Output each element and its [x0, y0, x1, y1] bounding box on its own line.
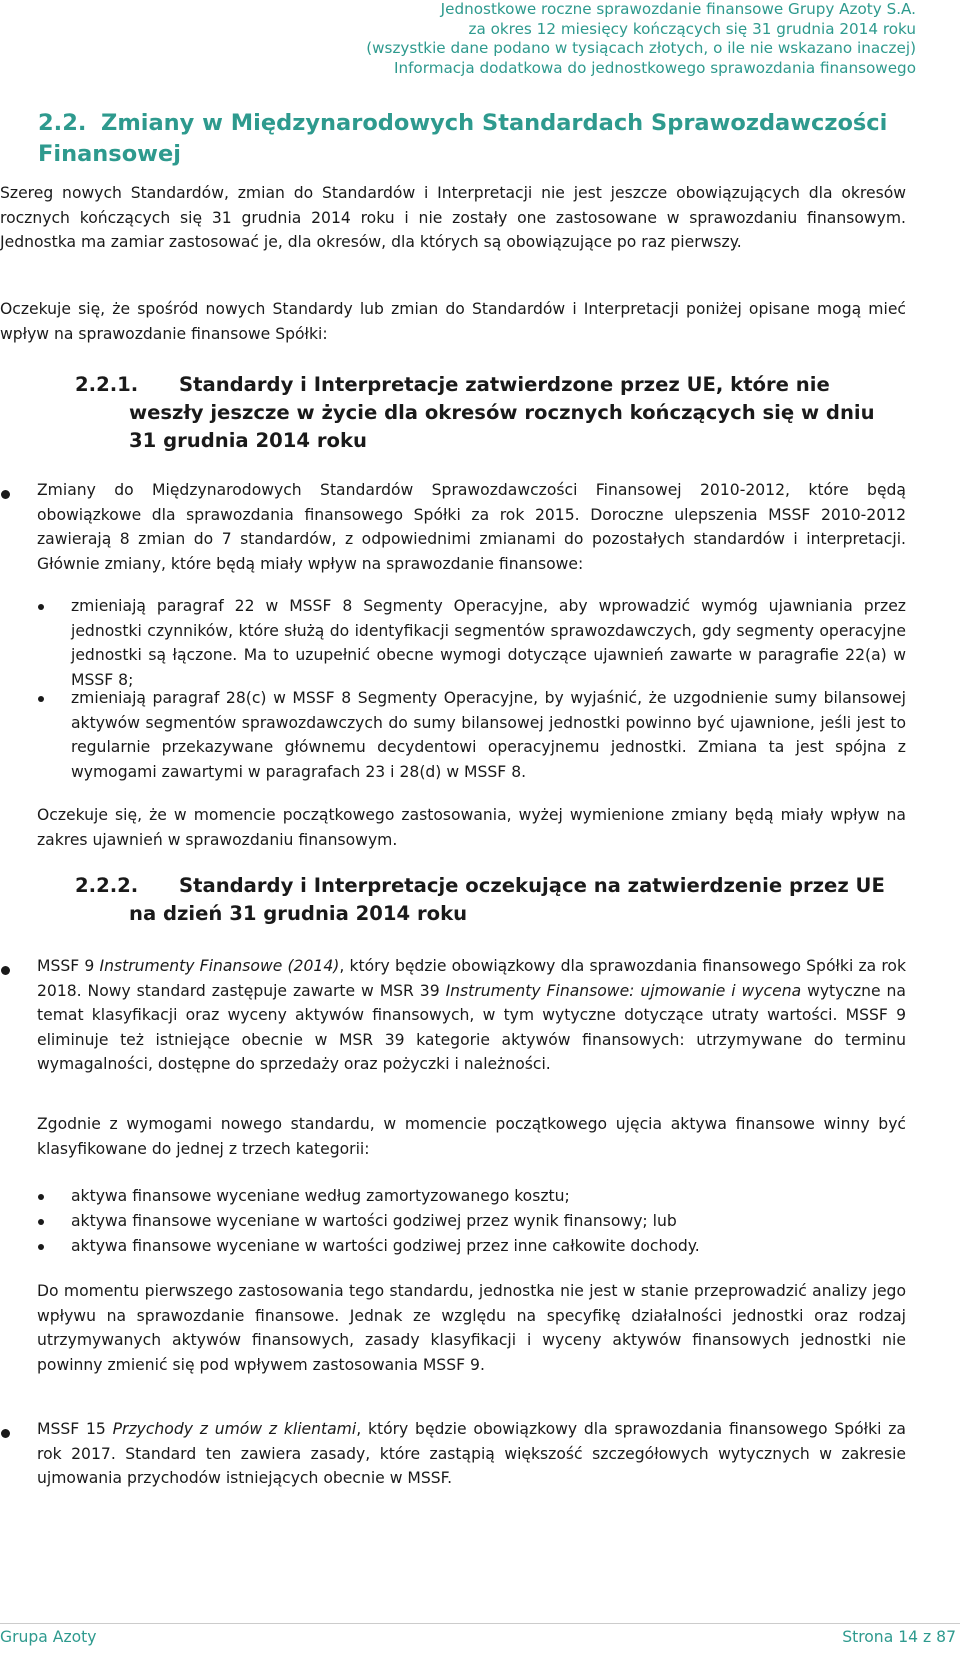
mssf9-prefix: MSSF 9: [37, 957, 100, 975]
mssf9-middle: , który będzie obowiązkowy dla sprawozdania finansowego Spółki za rok 2018. Nowy standard zastępuje zawarte w MSR 39: [37, 957, 906, 1000]
category-3: aktywa finansowe wyceniane w wartości godziwej przez inne całkowite dochody.: [71, 1237, 700, 1255]
sub1-bullet-1: Zmiany do Międzynarodowych Standardów Sprawozdawczości Finansowej 2010-2012, które będą obowiązkowe dla sprawozdania finansowego Spółki za rok 2015. Doroczne ulepszenia MSSF 2010-2012 zawierają 8 zmian do 7 standardów, z odpowiednimi zmianami do pozostałych standardów i interpretacji. Głównie zmiany, które będą miały wpływ na sprawozdanie finansowe:: [37, 481, 906, 573]
bullet-icon: [38, 1219, 44, 1225]
sub2-bullet-mssf9: [37, 954, 906, 1077]
subsection-title-1-line-2: weszły jeszcze w życie dla okresów rocznych kończących się w dniu: [129, 401, 875, 424]
footer-divider: [0, 1623, 960, 1624]
subsection-number-2: 2.2.2.: [75, 874, 139, 897]
bullet-icon: [38, 604, 44, 610]
category-2: aktywa finansowe wyceniane w wartości godziwej przez wynik finansowy; lub: [71, 1212, 677, 1230]
footer-page-number: Strona 14 z 87: [842, 1628, 956, 1646]
subsection-title-2-line-1: Standardy i Interpretacje oczekujące na zatwierdzenie przez UE: [179, 874, 885, 897]
mssf15-prefix: MSSF 15: [37, 1420, 113, 1438]
mssf15-title: Przychody z umów z klientami: [112, 1420, 357, 1438]
subsection-heading-2: [75, 872, 935, 928]
mssf9-title: Instrumenty Finansowe (2014): [99, 957, 340, 975]
header-line-2: za okres 12 miesięcy kończących się 31 grudnia 2014 roku: [468, 19, 916, 38]
subsection-heading-1: [75, 371, 935, 455]
intro-paragraph-1: Szereg nowych Standardów, zmian do Standardów i Interpretacji nie jest jeszcze obowiązujących dla okresów rocznych kończących się 31 grudnia 2014 roku i nie zostały one zastosowane w sprawozdaniu finansowym. Jednostka ma zamiar zastosować je, dla okresów, dla których są obowiązujące po raz pierwszy.: [0, 184, 906, 252]
msr39-title: Instrumenty Finansowe: ujmowanie i wycena: [445, 981, 802, 1000]
mssf9-suffix: wytyczne na temat klasyfikacji oraz wyceny aktywów finansowych, w tym wytyczne dotyczące utraty wartości. MSSF 9 eliminuje też istniejące obecnie w MSR 39 kategorie aktywów finansowych: utrzymywane do terminu wymagalności, dostępne do sprzedaży oraz pożyczki i należności.: [37, 981, 906, 1074]
sub1-sub-bullet-2: zmieniają paragraf 28(c) w MSSF 8 Segmenty Operacyjne, by wyjaśnić, że uzgodnienie sumy bilansowej aktywów segmentów sprawozdawczych do sumy bilansowej jednostki powinno być ujawnione, jeśli jest to regularnie przekazywane głównemu decydentowi operacyjnemu jednostki. Zmiana ta jest spójna z wymogami zawartymi w paragrafach 23 i 28(d) w MSSF 8.: [71, 689, 906, 781]
mssf15-suffix: , który będzie obowiązkowy dla sprawozdania finansowego Spółki za rok 2017. Standard ten zawiera zasady, które zastąpią większość szczegółowych wytycznych w zakresie ujmowania przychodów istniejących obecnie w MSSF.: [37, 1420, 906, 1488]
bullet-icon: [1, 490, 10, 499]
header-line-3: (wszystkie dane podano w tysiącach złotych, o ile nie wskazano inaczej): [366, 39, 916, 57]
section-number: 2.2.: [38, 110, 87, 136]
subsection-number-1: 2.2.1.: [75, 373, 139, 396]
header-line-1: Jednostkowe roczne sprawozdanie finansowe Grupy Azoty S.A.: [440, 0, 916, 18]
sub1-sub-bullet-1: zmieniają paragraf 22 w MSSF 8 Segmenty Operacyjne, aby wprowadzić wymóg ujawniania przez jednostki czynników, które służą do identyfikacji segmentów sprawozdawczych, gdy segmenty operacyjne jednostki są łączone. Ma to uzupełnić obecne wymogi dotyczące ujawnień zawarte w paragrafie 22(a) w MSSF 8;: [71, 597, 906, 689]
sub1-closing-paragraph: Oczekuje się, że w momencie początkowego zastosowania, wyżej wymienione zmiany będą miały wpływ na zakres ujawnień w sprawozdaniu finansowym.: [37, 806, 906, 849]
sub2-bullet-mssf15: [37, 1417, 906, 1491]
subsection-title-1-line-1: Standardy i Interpretacje zatwierdzone przez UE, które nie: [179, 373, 830, 396]
category-1: aktywa finansowe wyceniane według zamortyzowanego kosztu;: [71, 1187, 570, 1205]
section-heading: [38, 108, 918, 170]
bullet-icon: [1, 966, 10, 975]
page-header: [366, 0, 916, 78]
subsection-title-2-line-2: na dzień 31 grudnia 2014 roku: [129, 902, 468, 925]
bullet-icon: [38, 696, 44, 702]
sub2-categories-intro: Zgodnie z wymogami nowego standardu, w momencie początkowego ujęcia aktywa finansowe winny być klasyfikowane do jednej z trzech kategorii:: [37, 1115, 906, 1158]
sub2-moment-paragraph: Do momentu pierwszego zastosowania tego standardu, jednostka nie jest w stanie przeprowadzić analizy jego wpływu na sprawozdanie finansowe. Jednak ze względu na specyfikę działalności jednostki oraz rodzaj utrzymywanych aktywów finansowych, zasady klasyfikacji i wyceny aktywów finansowych jednostki nie powinny zmienić się pod wpływem zastosowania MSSF 9.: [37, 1282, 906, 1374]
bullet-icon: [38, 1244, 44, 1250]
footer-company: Grupa Azoty: [0, 1628, 97, 1646]
intro-paragraph-2: Oczekuje się, że spośród nowych Standardy lub zmian do Standardów i Interpretacji poniżej opisane mogą mieć wpływ na sprawozdanie finansowe Spółki:: [0, 300, 906, 343]
header-line-4: Informacja dodatkowa do jednostkowego sprawozdania finansowego: [393, 58, 916, 77]
bullet-icon: [38, 1194, 44, 1200]
bullet-icon: [1, 1429, 10, 1438]
subsection-title-1-line-3: 31 grudnia 2014 roku: [129, 429, 367, 452]
section-title: Zmiany w Międzynarodowych Standardach Sprawozdawczości Finansowej: [38, 110, 888, 167]
